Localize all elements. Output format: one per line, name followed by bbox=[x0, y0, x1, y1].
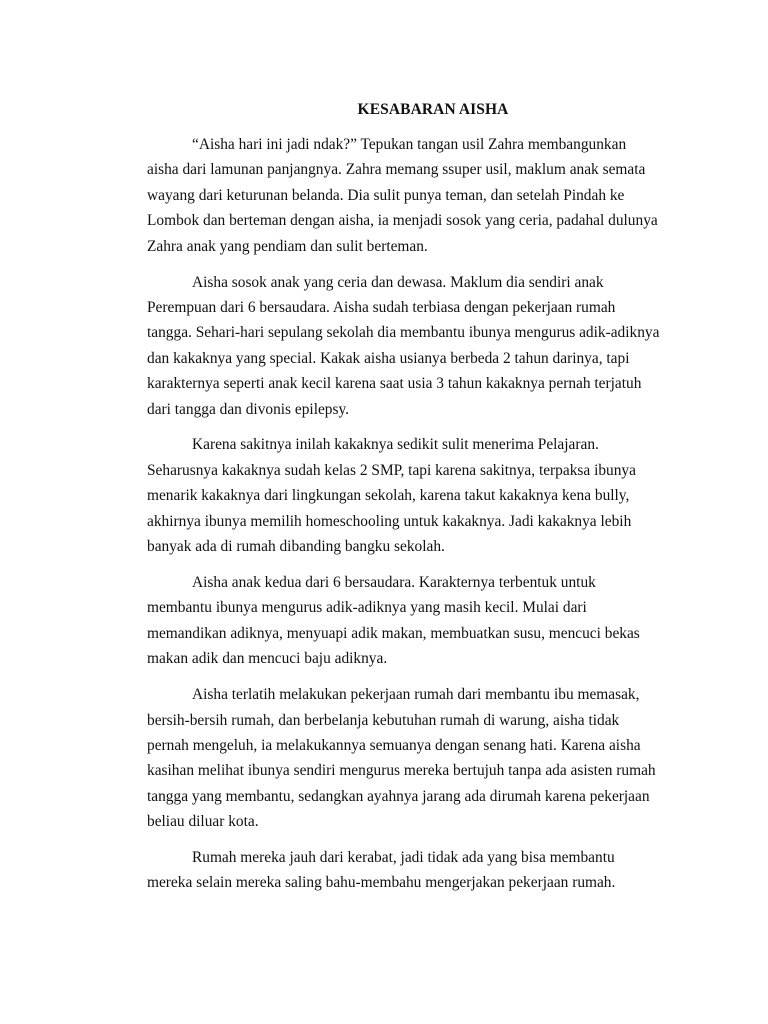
paragraph-1: “Aisha hari ini jadi ndak?” Tepukan tangan usil Zahra membangunkan aisha dari lamunan panjangnya. Zahra memang ssuper usil, maklum anak semata wayang dari keturunan belanda. Dia sulit punya teman, dan setelah Pindah ke Lombok dan berteman dengan aisha, ia menjadi sosok yang ceria, padahal dulunya Zahra anak yang pendiam dan sulit berteman. bbox=[147, 136, 658, 255]
paragraph-4: Aisha anak kedua dari 6 bersaudara. Karakternya terbentuk untuk membantu ibunya mengurus adik-adiknya yang masih kecil. Mulai dari memandikan adiknya, menyuapi adik makan, membuatkan susu, mencuci bekas makan adik dan mencuci baju adiknya. bbox=[147, 574, 640, 668]
document-title: KESABARAN AISHA bbox=[357, 101, 509, 118]
paragraph-2: Aisha sosok anak yang ceria dan dewasa. Maklum dia sendiri anak Perempuan dari 6 bersaudara. Aisha sudah terbiasa dengan pekerjaan rumah tangga. Sehari-hari sepulang sekolah dia membantu ibunya mengurus adik-adiknya dan kakaknya yang special. Kakak aisha usianya berbeda 2 tahun darinya, tapi karakternya seperti anak kecil karena saat usia 3 tahun kakaknya pernah terjatuh dari tangga dan divonis epilepsy. bbox=[147, 273, 660, 418]
paragraph-3: Karena sakitnya inilah kakaknya sedikit sulit menerima Pelajaran. Seharusnya kakaknya sudah kelas 2 SMP, tapi karena sakitnya, terpaksa ibunya menarik kakaknya dari lingkungan sekolah, karena takut kakaknya kena bully, akhirnya ibunya memilih homeschooling untuk kakaknya. Jadi kakaknya lebih banyak ada di rumah dibanding bangku sekolah. bbox=[147, 436, 636, 556]
paragraph-6: Rumah mereka jauh dari kerabat, jadi tidak ada yang bisa membantu mereka selain mereka saling bahu-membahu mengerjakan pekerjaan rumah. bbox=[147, 849, 616, 892]
document-body bbox=[147, 98, 661, 906]
paragraph-5: Aisha terlatih melakukan pekerjaan rumah dari membantu ibu memasak, bersih-bersih rumah, dan berbelanja kebutuhan rumah di warung, aisha tidak pernah mengeluh, ia melakukannya semuanya dengan senang hati. Karena aisha kasihan melihat ibunya sendiri mengurus mereka bertujuh tanpa ada asisten rumah tangga yang membantu, sedangkan ayahnya jarang ada dirumah karena pekerjaan beliau diluar kota. bbox=[147, 686, 656, 831]
